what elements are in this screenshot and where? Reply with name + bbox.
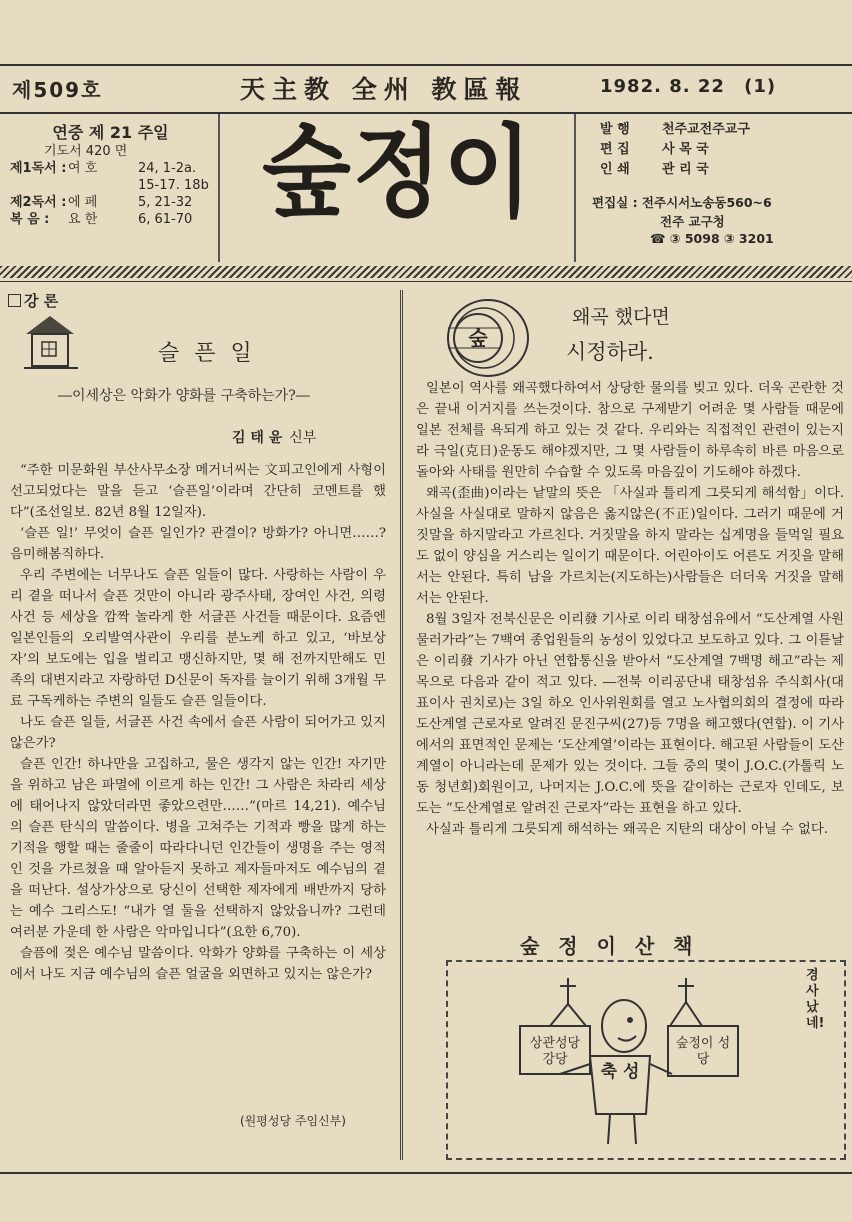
column-divider bbox=[400, 290, 403, 1160]
header-bottom-rule bbox=[0, 281, 852, 282]
editorial-body bbox=[10, 460, 386, 985]
section-box-icon bbox=[8, 294, 21, 307]
left-church-label: 상관성당 강당 bbox=[529, 1036, 581, 1067]
cartoon-body-text: 축 성 bbox=[600, 1062, 640, 1082]
masthead-title: 숲정이 bbox=[262, 114, 535, 231]
column-body bbox=[416, 378, 844, 840]
paragraph: “주한 미문화원 부산사무소장 메거너씨는 文피고인에게 사형이 선고되었다는 말을 듣고 ‘슬픈일’이라며 간단히 코멘트를 했다”(조선일보. 82년 8월 12일자). bbox=[10, 463, 386, 520]
page-number: (1) bbox=[744, 76, 777, 97]
paragraph: 우리 주변에는 너무나도 슬픈 일들이 많다. 사랑하는 사람이 우리 곁을 떠나서 슬픈 것만이 아니라 광주사태, 장여인 사건, 의령사건 등 세상을 깜짝 놀라게 한 서글픈 사건들 때문이다. 요즘엔 일본인들의 오리발역사관이 우리를 분노케 하고 있고, ‘바보상자’의 보도에는 입을 벌리고 맹신하지만, 몇 해 전까지만해도 민족의 대변지라고 자랑하던 D신문이 독자를 늘이기 위해 3개월 무료 구독케하는 주변의 일들도 슬픈 일들이다. bbox=[10, 568, 386, 709]
issue-number: 제509호 bbox=[12, 78, 103, 102]
reading-row: 제2독서 : 에 페 5, 21-32 bbox=[10, 195, 193, 210]
editorial-office-2: 전주 교구청 bbox=[660, 214, 725, 229]
reading-row: 15-17. 18b bbox=[138, 178, 209, 193]
cartoon-caption: 경사났네! bbox=[806, 968, 825, 1031]
column-title-line1: 왜곡 했다면 bbox=[572, 306, 670, 328]
hatched-divider bbox=[0, 266, 852, 278]
bottom-rule bbox=[0, 1172, 852, 1174]
issue-date bbox=[600, 76, 776, 97]
prayer-book: 기도서 420 면 bbox=[44, 144, 128, 159]
reading-row: 제1독서 : 여 호 24, 1-2a. bbox=[10, 161, 197, 176]
paragraph: 나도 슬픈 일들, 서글픈 사건 속에서 슬픈 사람이 되어가고 있지 않은가? bbox=[10, 715, 386, 751]
liturgy-week: 연중 제 21 주일 bbox=[52, 123, 169, 142]
paragraph: 슬픈 인간! 하나만을 고집하고, 물은 생각지 않는 인간! 자기만을 위하고 남은 파멸에 이르게 하는 인간! 그 사람은 차라리 세상에 태어나지 않았더라면 좋았으련만……”(마르 14,21). 예수님의 슬픈 탄식의 말씀이다. 병을 고쳐주는 기적과 빵을 많게 하는 기적을 행할 때는 줄줄이 따라다니던 인간들이 생명을 주는 영적인 것을 가르쳤을 때 알아듣지 못하고 제자들마저도 예수님의 곁을 떠난다. 설상가상으로 당신이 선택한 제자에게 배반까지 당하는 예수 그리스도! “내가 열 둘을 선택하지 않았읍니까? 그런데 여러분 가운데 한 사람은 악마입니다”(요한 6,70). bbox=[10, 757, 386, 940]
editorial-signature: (원평성당 주임신부) bbox=[240, 1114, 346, 1128]
paragraph: 슬픔에 젖은 예수님 말씀이다. 악화가 양화를 구축하는 이 세상에서 나도 지금 예수님의 슬픈 얼굴을 외면하고 있지는 않은가? bbox=[10, 946, 386, 982]
cartoon-drawing bbox=[450, 964, 838, 1152]
paragraph: ‘슬픈 일!’ 무엇이 슬픈 일인가? 관결이? 방화가? 아니면……? 음미해봄직하다. bbox=[10, 526, 386, 562]
house-icon bbox=[20, 312, 82, 374]
paragraph: 일본이 역사를 왜곡했다하여서 상당한 물의를 빚고 있다. 더욱 곤란한 것은 끝내 이거지를 쓰는것이다. 참으로 구제받기 어려운 몇 사람들 때문에 일본 전체를 욕되게 하고 있는 것 같다. 우리와는 직접적인 관련이 있는지라 극일(克日)운동도 해야겠지만, 그 몇 사람들이 하루속히 바른 마음으로 돌아와 사태를 원만히 수습할 수 있도록 마음깊이 기도해야 하겠다. bbox=[416, 381, 844, 480]
column-logo-text: 숲 bbox=[468, 326, 488, 350]
cartoon-title: 숲 정 이 산 책 bbox=[520, 934, 699, 958]
publisher-list bbox=[600, 120, 840, 180]
section-label: 강 론 bbox=[8, 290, 58, 311]
phone-number: ☎ ③ 5098 ③ 3201 bbox=[650, 231, 774, 246]
readings-list bbox=[10, 160, 215, 228]
paragraph: 왜곡(歪曲)이라는 낱말의 뜻은 「사실과 틀리게 그릇되게 해석함」이다. 사실을 사실대로 말하지 않음은 옳지않은(不正)일이다. 그러기 때문에 거짓말을 하지말라고 가르친다. 거짓말을 하지 말라는 십계명을 들먹일 필요도 없이 양심을 거스리는 일이기 때문이다. 어린아이도 어른도 거짓을 말해서는 안된다. 특히 남을 가르치는(지도하는)사람들은 더더욱 거짓을 말해서는 안된다. bbox=[416, 486, 844, 606]
publisher-row: 인 쇄 관 리 국 bbox=[600, 162, 709, 177]
right-church-label: 숲정이 성당 bbox=[675, 1036, 731, 1067]
editorial-title: 슬 픈 일 bbox=[158, 341, 256, 366]
editorial-subtitle: ―이세상은 악화가 양화를 구축하는가?― bbox=[58, 388, 310, 404]
reading-row: 복 음 : 요 한 6, 61-70 bbox=[10, 212, 193, 227]
top-rule bbox=[0, 64, 852, 66]
editorial-office: 편집실 : 전주시서노송동560~6 bbox=[592, 195, 772, 210]
paragraph: 8월 3일자 전북신문은 이리發 기사로 이리 태창섬유에서 “도산계열 사원 물러가라”는 7백여 종업원들의 농성이 있었다고 보도하고 있다. 그 이튿날은 이리發 기사가 아닌 연합통신을 받아서 “도산계열 7백명 해고”라는 제목으로 다음과 같이 적고 있다. ―전북 이리공단내 태창섬유 주식회사(대표이사 권치로)는 3일 하오 인사위원회를 열고 노사협의회의 결정에 따라 도산계열 근로자로 알려진 문진구씨(27)등 7명을 해고했다(연합). 이 기사에서의 표면적인 문제는 ‘도산계열’이라는 표현이다. 해고된 사람들이 도산계열이 아니라는데 문제가 있는 것이다. 그들 중의 몇이 J.O.C.(가톨릭 노동 청년회)회원이고, 나머지는 J.O.C.에 뜻을 같이하는 근로자 인데도, 보도는 “도산계열로 알려진 근로자”라는 표현을 하고 있다. bbox=[416, 612, 844, 816]
paper-name: 天主教 全州 教區報 bbox=[240, 75, 528, 104]
paragraph: 사실과 틀리게 그릇되게 해석하는 왜곡은 지탄의 대상이 아닐 수 없다. bbox=[426, 822, 828, 837]
date-text: 1982. 8. 22 bbox=[600, 76, 725, 97]
column-title-line2: 시정하라. bbox=[566, 340, 654, 364]
publisher-row: 발 행 천주교전주교구 bbox=[600, 122, 750, 137]
editorial-author: 김 태 윤 신부 bbox=[232, 430, 317, 446]
publisher-row: 편 집 사 목 국 bbox=[600, 142, 709, 157]
